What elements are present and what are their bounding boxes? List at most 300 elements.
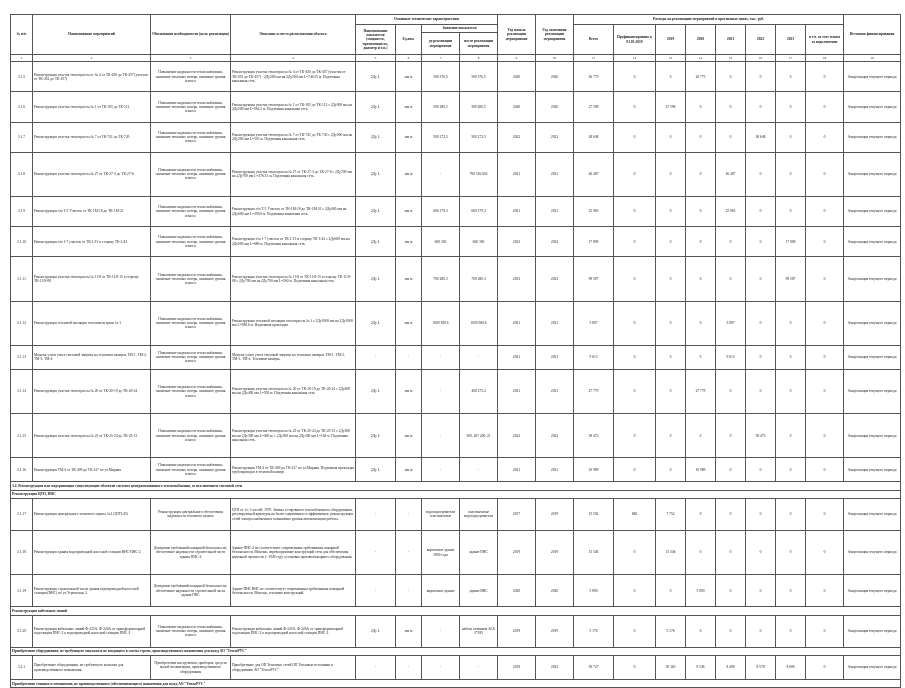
row-financed: 0	[614, 196, 656, 226]
header-2020: 2020	[686, 25, 716, 55]
row-unit: мм м	[396, 414, 422, 458]
row-2020: 0	[686, 196, 716, 226]
row-2022: 0	[746, 369, 776, 413]
row-year-start: 2020	[498, 62, 536, 92]
row-2021: 8 498	[716, 655, 746, 679]
header-reason: Обоснование необходимости (цель реализации)	[151, 15, 231, 55]
row-year-start: 2021	[498, 345, 536, 369]
row-before: -	[422, 414, 460, 458]
investment-table	[10, 14, 901, 688]
row-before: 700 280,3	[422, 257, 460, 301]
row-description: Реконструкция участка теплотрассы № 11/8 от ТК-11/8-15 в сторону ТК-11/8-08 с 2Ду700 мм на 2Ду700 мм L=560 м. Подземная канальная сеть.	[231, 257, 356, 301]
row-2021: 9 613	[716, 345, 746, 369]
table-row	[11, 655, 901, 679]
row-unit: мм м	[396, 196, 422, 226]
row-remaining: 0	[806, 498, 844, 530]
row-description: Реконструкция участка теплотрассы № 27 от ТК-27-3 до ТК-27-6 с 2Ду700 мм на 2Ду700 мм L=276,15 м. Подземная канальная сеть.	[231, 152, 356, 196]
row-year-end: 2020	[536, 92, 574, 122]
row-2019: 0	[656, 196, 686, 226]
header-values-group: Значение показателя	[422, 25, 498, 33]
table-row	[11, 615, 901, 647]
row-2022: 0	[746, 257, 776, 301]
row-number: 3.1.6	[11, 92, 33, 122]
row-reason: Повышение надежности теплоснабжения, снижение тепловых потерь, снижение уровня износа	[151, 615, 231, 647]
column-number: 1	[11, 55, 33, 62]
row-unit-name: 2Ду L	[356, 458, 396, 482]
row-name: Реконструкция строительной части здания водопроводной насосной станции (ВНС) по ул.Угрешская, 2	[33, 575, 151, 607]
table-row	[11, 62, 901, 92]
row-after: 700 316,692	[460, 152, 498, 196]
row-2023: 0	[776, 369, 806, 413]
row-2020: 26 775	[686, 62, 716, 92]
row-remaining: 0	[806, 458, 844, 482]
row-after: кабель сечением АСБ 3*185	[460, 615, 498, 647]
row-financed: 0	[614, 122, 656, 152]
row-number: 3.1.9	[11, 196, 33, 226]
column-number: 2	[33, 55, 151, 62]
row-remaining: 0	[806, 655, 844, 679]
row-source: Амортизация текущего периода	[844, 655, 901, 679]
column-number: 18	[806, 55, 844, 62]
row-2022: 0	[746, 345, 776, 369]
row-before: -	[422, 345, 460, 369]
row-reason: Повышение надежности теплоснабжения, снижение тепловых потерь, снижение уровня износа	[151, 345, 231, 369]
row-unit: мм м	[396, 615, 422, 647]
header-total: Всего	[574, 25, 614, 55]
row-2023: 0	[776, 152, 806, 196]
row-financed: 0	[614, 92, 656, 122]
header-name: Наименование мероприятий	[33, 15, 151, 55]
row-total: 17 809	[574, 227, 614, 257]
row-year-start: 2019	[498, 655, 536, 679]
row-2019: 0	[656, 122, 686, 152]
row-source: Амортизация текущего периода	[844, 575, 901, 607]
row-number: 3.1.16	[11, 458, 33, 482]
row-2019: 50 363	[656, 655, 686, 679]
column-number-row	[11, 55, 901, 62]
row-unit: -	[396, 531, 422, 575]
row-number: 3.1.20	[11, 615, 33, 647]
row-unit: -	[396, 655, 422, 679]
row-after: 300, 267 200, 21	[460, 414, 498, 458]
row-year-end: 2019	[536, 498, 574, 530]
row-description: Реконструкция тепловой изоляции теплотрассы № 1 с 2Ду1000 мм на 2Ду1000 мм L=380,6 м. Надземная прокладка.	[231, 301, 356, 345]
header-financed: Профинансировано к 01.01.2019	[614, 25, 656, 55]
row-name: Реконструкция участка теплотрассы № 7 от ТК-741 до ТК-745	[33, 122, 151, 152]
row-year-start: 2021	[498, 369, 536, 413]
row-2020: 8 546	[686, 655, 716, 679]
row-after: 1000 380,6	[460, 301, 498, 345]
row-after: -	[460, 345, 498, 369]
row-financed: 0	[614, 62, 656, 92]
row-year-start: 2023	[498, 227, 536, 257]
row-before: 600 356	[422, 227, 460, 257]
row-year-end: 2021	[536, 196, 574, 226]
row-total: 10 989	[574, 458, 614, 482]
row-2019: 0	[656, 345, 686, 369]
row-reason: Повышение надежности теплоснабжения, снижение тепловых потерь, снижение уровня износа	[151, 257, 231, 301]
column-number: 14	[686, 55, 716, 62]
row-source: Амортизация текущего периода	[844, 498, 901, 530]
row-number: 3.1.10	[11, 227, 33, 257]
row-name: Реконструкция т/м 1-7 участок от ТК-1/13 в сторону ТК-1/42	[33, 227, 151, 257]
row-reason: Повышение надежности теплоснабжения, снижение тепловых потерь, снижение уровня износа	[151, 301, 231, 345]
row-2023: 0	[776, 458, 806, 482]
row-name: Монтаж узлов учета тепловой энергии на тепловых камерах ТМ-1, ТМ-2, ТМ-3, ТМ-4	[33, 345, 151, 369]
section-row	[11, 607, 901, 615]
header-2022: 2022	[746, 25, 776, 55]
row-year-start: 2021	[498, 301, 536, 345]
row-source: Амортизация текущего периода	[844, 414, 901, 458]
row-2023: 0	[776, 531, 806, 575]
row-total: 9 613	[574, 345, 614, 369]
row-name: Приобретение оборудования, не требующего монтажа для производственного назначения	[33, 655, 151, 679]
row-2020: 0	[686, 152, 716, 196]
row-total: 27 598	[574, 92, 614, 122]
row-unit-name: 2Ду L	[356, 152, 396, 196]
row-remaining: 0	[806, 257, 844, 301]
row-total: 5 807	[574, 301, 614, 345]
row-year-start: 2020	[498, 92, 536, 122]
column-number: 19	[844, 55, 901, 62]
section-title: 3.2. Реконструкция или модернизация существующих объектов системы централизованного теплоснабжения, за исключением тепловой сети	[11, 482, 901, 490]
row-2023: 0	[776, 122, 806, 152]
row-2022: 0	[746, 92, 776, 122]
header-no: № п/п	[11, 15, 33, 55]
row-number: 3.1.5	[11, 62, 33, 92]
section-title: Реконструкция кабельных линий	[11, 607, 901, 615]
row-after: -	[460, 655, 498, 679]
row-2023: 0	[776, 345, 806, 369]
row-year-start: 2020	[498, 575, 536, 607]
row-remaining: 0	[806, 196, 844, 226]
column-number: 9	[498, 55, 536, 62]
column-number: 4	[231, 55, 356, 62]
row-after: 700 280,3	[460, 257, 498, 301]
row-financed: 0	[614, 458, 656, 482]
row-after: здание ПНС	[460, 531, 498, 575]
row-2021: 25 963	[716, 196, 746, 226]
header-year-start: Год начала реализации мероприятия	[498, 15, 536, 55]
row-name: Реконструкция ТМ-4 от ТК-409 до ТК-417 по ул.Мирная	[33, 458, 151, 482]
row-2023: 0	[776, 301, 806, 345]
row-before: 1000 380,6	[422, 301, 460, 345]
row-unit-name: -	[356, 655, 396, 679]
row-before: 500 280,5	[422, 92, 460, 122]
row-2023: 0	[776, 62, 806, 92]
row-after: -	[460, 458, 498, 482]
row-financed: 0	[614, 345, 656, 369]
row-financed: 0	[614, 414, 656, 458]
row-unit: мм м	[396, 257, 422, 301]
row-2019: 15 346	[656, 531, 686, 575]
row-year-start: 2021	[498, 458, 536, 482]
row-after: пластинчатые водоподогреватели	[460, 498, 498, 530]
column-number: 7	[422, 55, 460, 62]
column-number: 13	[656, 55, 686, 62]
row-2020: 27 779	[686, 369, 716, 413]
row-reason: Приобретение инструмента, приборов, средств малой механизации, производственного оборудования	[151, 655, 231, 679]
row-2020: 0	[686, 92, 716, 122]
row-total: 28 648	[574, 122, 614, 152]
row-year-end: 2019	[536, 615, 574, 647]
row-name: Реконструкция тепловой изоляции тепломагистрали № 1	[33, 301, 151, 345]
row-2023: 17 809	[776, 227, 806, 257]
row-total: 5 176	[574, 615, 614, 647]
header-2023: 2023	[776, 25, 806, 55]
header-costs-group: Расходы на реализацию мероприятий в прогнозных ценах, тыс. руб.	[574, 15, 844, 25]
row-source: Амортизация текущего периода	[844, 531, 901, 575]
row-remaining: 0	[806, 122, 844, 152]
row-after: 600 356	[460, 227, 498, 257]
row-2019: 27 598	[656, 92, 686, 122]
table-row	[11, 152, 901, 196]
row-reason: Повышение надежности теплоснабжения, снижение тепловых потерь, снижение уровня износа	[151, 458, 231, 482]
row-2022: 0	[746, 227, 776, 257]
row-2019: 5 176	[656, 615, 686, 647]
row-2022: 8 578	[746, 655, 776, 679]
row-number: 3.1.13	[11, 345, 33, 369]
row-before: -	[422, 152, 460, 196]
row-number: 3.1.18	[11, 531, 33, 575]
row-reason: Повышение надежности теплоснабжения, снижение тепловых потерь, снижение уровня износа	[151, 369, 231, 413]
row-before: 600 179,3	[422, 196, 460, 226]
row-after: 400 275,4	[460, 369, 498, 413]
row-reason: Доведение требований пожарной безопасности; обеспечение надежности строительной части здания ПНС	[151, 575, 231, 607]
section-title: Реконструкция ЦТП, ПНС	[11, 490, 901, 498]
row-source: Амортизация текущего периода	[844, 345, 901, 369]
row-year-start: 2022	[498, 122, 536, 152]
row-source: Амортизация текущего периода	[844, 615, 901, 647]
row-before: кирпичное здание 1949 года	[422, 531, 460, 575]
header-tech-group: Основные технические характеристики	[356, 15, 498, 25]
row-2019: 0	[656, 575, 686, 607]
row-name: Реконструкция участка теплотрассы № 27 от ТК-27-3 до ТК-27-6	[33, 152, 151, 196]
row-year-start: 2019	[498, 615, 536, 647]
row-2021: 0	[716, 531, 746, 575]
row-2023: 8 606	[776, 655, 806, 679]
row-number: 3.1.11	[11, 257, 33, 301]
header-source: Источник финансирования	[844, 15, 901, 55]
row-remaining: 0	[806, 615, 844, 647]
row-before: -	[422, 655, 460, 679]
row-unit-name: 2Ду L	[356, 301, 396, 345]
column-number: 5	[356, 55, 396, 62]
row-2021: 0	[716, 122, 746, 152]
row-number: 3.1.19	[11, 575, 33, 607]
row-after: 500 376,5	[460, 62, 498, 92]
header-before: до реализации мероприятия	[422, 33, 460, 55]
row-number: 3.1.7	[11, 122, 33, 152]
row-remaining: 0	[806, 345, 844, 369]
row-2019: 0	[656, 301, 686, 345]
row-remaining: 0	[806, 301, 844, 345]
header-unit-name: Наименование показателя (мощность, протяженность, диаметр и т.п.)	[356, 25, 396, 55]
row-2023: 0	[776, 575, 806, 607]
table-row	[11, 414, 901, 458]
row-year-start: 2021	[498, 152, 536, 196]
row-unit-name: 2Ду L	[356, 227, 396, 257]
row-unit: мм м	[396, 369, 422, 413]
row-2022: 0	[746, 196, 776, 226]
row-2020: 0	[686, 122, 716, 152]
row-2021: 0	[716, 575, 746, 607]
row-unit: мм м	[396, 122, 422, 152]
table-row	[11, 92, 901, 122]
row-2023: 0	[776, 414, 806, 458]
table-row	[11, 345, 901, 369]
row-source: Амортизация текущего периода	[844, 122, 901, 152]
row-unit-name: 2Ду L	[356, 615, 396, 647]
row-after: 500 280,5	[460, 92, 498, 122]
row-description: Реконструкция участка теплотрассы № 20 от ТК-20-19 до ТК-20-24 с 2Ду400 мм на 2Ду400 мм L=550 м. Подземная канальная сеть.	[231, 369, 356, 413]
row-after: 500 272,5	[460, 122, 498, 152]
row-unit-name: 2Ду L	[356, 196, 396, 226]
row-before: 500 376,5	[422, 62, 460, 92]
row-2019: 0	[656, 414, 686, 458]
row-total: 99 587	[574, 257, 614, 301]
row-description: Реконструкция кабельных линий Ф-225А, Ф-226А от трансформаторной подстанции ПНС-2 к водопроводной насосной станции ПНС-2.	[231, 615, 356, 647]
row-remaining: 0	[806, 531, 844, 575]
row-financed: 0	[614, 655, 656, 679]
row-unit: мм м	[396, 301, 422, 345]
row-description: Реконструкция ТМ-4 от ТК-409 до ТК-417 по ул.Мирная. Подземная прокладка трубопроводов в тепловой камере.	[231, 458, 356, 482]
row-reason: Повышение надежности теплоснабжения, снижение тепловых потерь, снижение уровня износа	[151, 414, 231, 458]
row-name: Реконструкция участка теплотрассы № 11/8 от ТК-11/8-15 в сторону ТК-11/8-08	[33, 257, 151, 301]
row-year-end: 2021	[536, 458, 574, 482]
row-total: 46 487	[574, 152, 614, 196]
table-row	[11, 458, 901, 482]
row-description: Реконструкция участка теплотрассы № 7 от ТК-741 до ТК-745 с 2Ду500 мм на 2Ду500 мм L=545 м. Подземная канальная сеть.	[231, 122, 356, 152]
row-year-end: 2019	[536, 531, 574, 575]
row-financed: 0	[614, 369, 656, 413]
investment-program-sheet	[10, 14, 900, 686]
row-2023: 99 587	[776, 257, 806, 301]
row-source: Амортизация текущего периода	[844, 227, 901, 257]
row-unit-name: 2Ду L	[356, 369, 396, 413]
row-2020: 0	[686, 498, 716, 530]
row-total: 15 592	[574, 498, 614, 530]
row-financed: 0	[614, 301, 656, 345]
row-description: Приобретение для ОП Тепловых сетей ОП Тепловые источники и оборудование АО "ТеплоРУС"	[231, 655, 356, 679]
row-after: 600 179,3	[460, 196, 498, 226]
row-2020: 0	[686, 414, 716, 458]
column-number: 10	[536, 55, 574, 62]
section-title: Приобретение техники и механизмов, не производственного (обеспечивающего) назначения для нужд АО "ТеплоРУС"	[11, 680, 901, 688]
row-2021: 46 487	[716, 152, 746, 196]
row-source: Амортизация текущего периода	[844, 257, 901, 301]
row-financed: 0	[614, 531, 656, 575]
row-unit-name: -	[356, 498, 396, 530]
section-title: Приобретение оборудования, не требующего монтажа и не входящего в сметы строек, производственного назначения для нужд АО "ТеплоРУС"	[11, 647, 901, 655]
row-year-end: 2021	[536, 152, 574, 196]
table-body	[11, 55, 901, 688]
row-description: Реконструкция т/м 1-7 участок от ТК-1/13 в сторону ТК-1/42 с 2Ду600 мм на 2Ду600 мм L=686 м. Подземная канальная сеть.	[231, 227, 356, 257]
row-2022: 0	[746, 152, 776, 196]
row-number: 3.1.8	[11, 152, 33, 196]
header-year-end: Год окончания реализации мероприятия	[536, 15, 574, 55]
row-before: водоподогреватели пластинчатые	[422, 498, 460, 530]
row-year-start: 2023	[498, 257, 536, 301]
column-number: 8	[460, 55, 498, 62]
row-2021: 5 807	[716, 301, 746, 345]
row-reason: Повышение надежности теплоснабжения, снижение тепловых потерь, снижение уровня износа	[151, 196, 231, 226]
column-number: 11	[574, 55, 614, 62]
row-remaining: 0	[806, 152, 844, 196]
row-2022: 0	[746, 615, 776, 647]
row-description: Монтаж узлов учета тепловой энергии на тепловых камерах ТМ-1, ТМ-2, ТМ-3, ТМ-4. Тепловые камеры.	[231, 345, 356, 369]
row-2022: 0	[746, 62, 776, 92]
row-2021: 0	[716, 257, 746, 301]
row-2021: 0	[716, 92, 746, 122]
row-year-end: 2021	[536, 345, 574, 369]
row-unit: -	[396, 498, 422, 530]
row-year-start: 2017	[498, 498, 536, 530]
row-total: 25 963	[574, 196, 614, 226]
row-2020: 0	[686, 615, 716, 647]
row-name: Реконструкция участка теплотрассы от № 4 от ТК-450 до ТК-457 (участок от ТК-452 до ТК-457)	[33, 62, 151, 92]
row-2020: 10 989	[686, 458, 716, 482]
row-unit: мм м	[396, 152, 422, 196]
row-after: здание ВНС	[460, 575, 498, 607]
row-name: Реконструкция участка теплотрассы № 25 от ТК-25-24 до ТК-25-31	[33, 414, 151, 458]
row-description: Здание ПНС-2 не соответствует современным требованиям пожарной безопасности. Монтаж, перевооружение конструкций стен для обеспечения надежной прочности (- 1949 год); установка противопожарного оборудования.	[231, 531, 356, 575]
row-2023: 0	[776, 196, 806, 226]
row-2020: 0	[686, 345, 716, 369]
table-row	[11, 257, 901, 301]
header-desc: Описание и место расположения объекта	[231, 15, 356, 55]
row-year-end: 2020	[536, 62, 574, 92]
row-financed: 0	[614, 615, 656, 647]
row-number: 3.1.15	[11, 414, 33, 458]
row-year-start: 2021	[498, 196, 536, 226]
table-row	[11, 369, 901, 413]
row-2022: 0	[746, 575, 776, 607]
row-year-end: 2023	[536, 257, 574, 301]
row-2022: 39 473	[746, 414, 776, 458]
header-2021: 2021	[716, 25, 746, 55]
row-total: 39 473	[574, 414, 614, 458]
row-year-end: 2023	[536, 227, 574, 257]
row-unit: -	[396, 575, 422, 607]
row-description: Реконструкция участка теплотрассы № 1 от ТК-105 до ТК-112 с 2Ду500 мм на 2Ду500 мм L=562,5 м. Подземная канальная сеть.	[231, 92, 356, 122]
row-remaining: 0	[806, 227, 844, 257]
row-2019: 0	[656, 458, 686, 482]
row-total: 5 890	[574, 575, 614, 607]
row-total: 26 775	[574, 62, 614, 92]
column-number: 17	[776, 55, 806, 62]
column-number: 3	[151, 55, 231, 62]
row-2019: 0	[656, 62, 686, 92]
row-number: 3.1.14	[11, 369, 33, 413]
row-2022: 28 648	[746, 122, 776, 152]
table-row	[11, 196, 901, 226]
row-description: Реконструкция участка теплотрассы № 25 от ТК-25-24 до ТК-25-31 с 2Ду300 мм на 2Ду300 мм L=400 м, с 2Ду300 мм на 2Ду300 мм L=164 м. Подземная канальная сеть.	[231, 414, 356, 458]
table-row	[11, 575, 901, 607]
row-remaining: 0	[806, 575, 844, 607]
row-name: Реконструкция центрального теплового пункта №1 (ЦТП-45)	[33, 498, 151, 530]
row-2020: 0	[686, 227, 716, 257]
row-unit-name: 2Ду L	[356, 414, 396, 458]
row-reason: Повышение надежности теплоснабжения, снижение тепловых потерь, снижение уровня износа	[151, 62, 231, 92]
row-name: Реконструкция здания водопроводной насосной станции ВНС-ПНС-2	[33, 531, 151, 575]
row-before: -	[422, 458, 460, 482]
row-remaining: 0	[806, 92, 844, 122]
row-reason: Повышение надежности теплоснабжения, снижение тепловых потерь, снижение уровня износа	[151, 152, 231, 196]
header-unit: Ед.изм.	[396, 25, 422, 55]
row-number: 3.1.12	[11, 301, 33, 345]
column-number: 6	[396, 55, 422, 62]
